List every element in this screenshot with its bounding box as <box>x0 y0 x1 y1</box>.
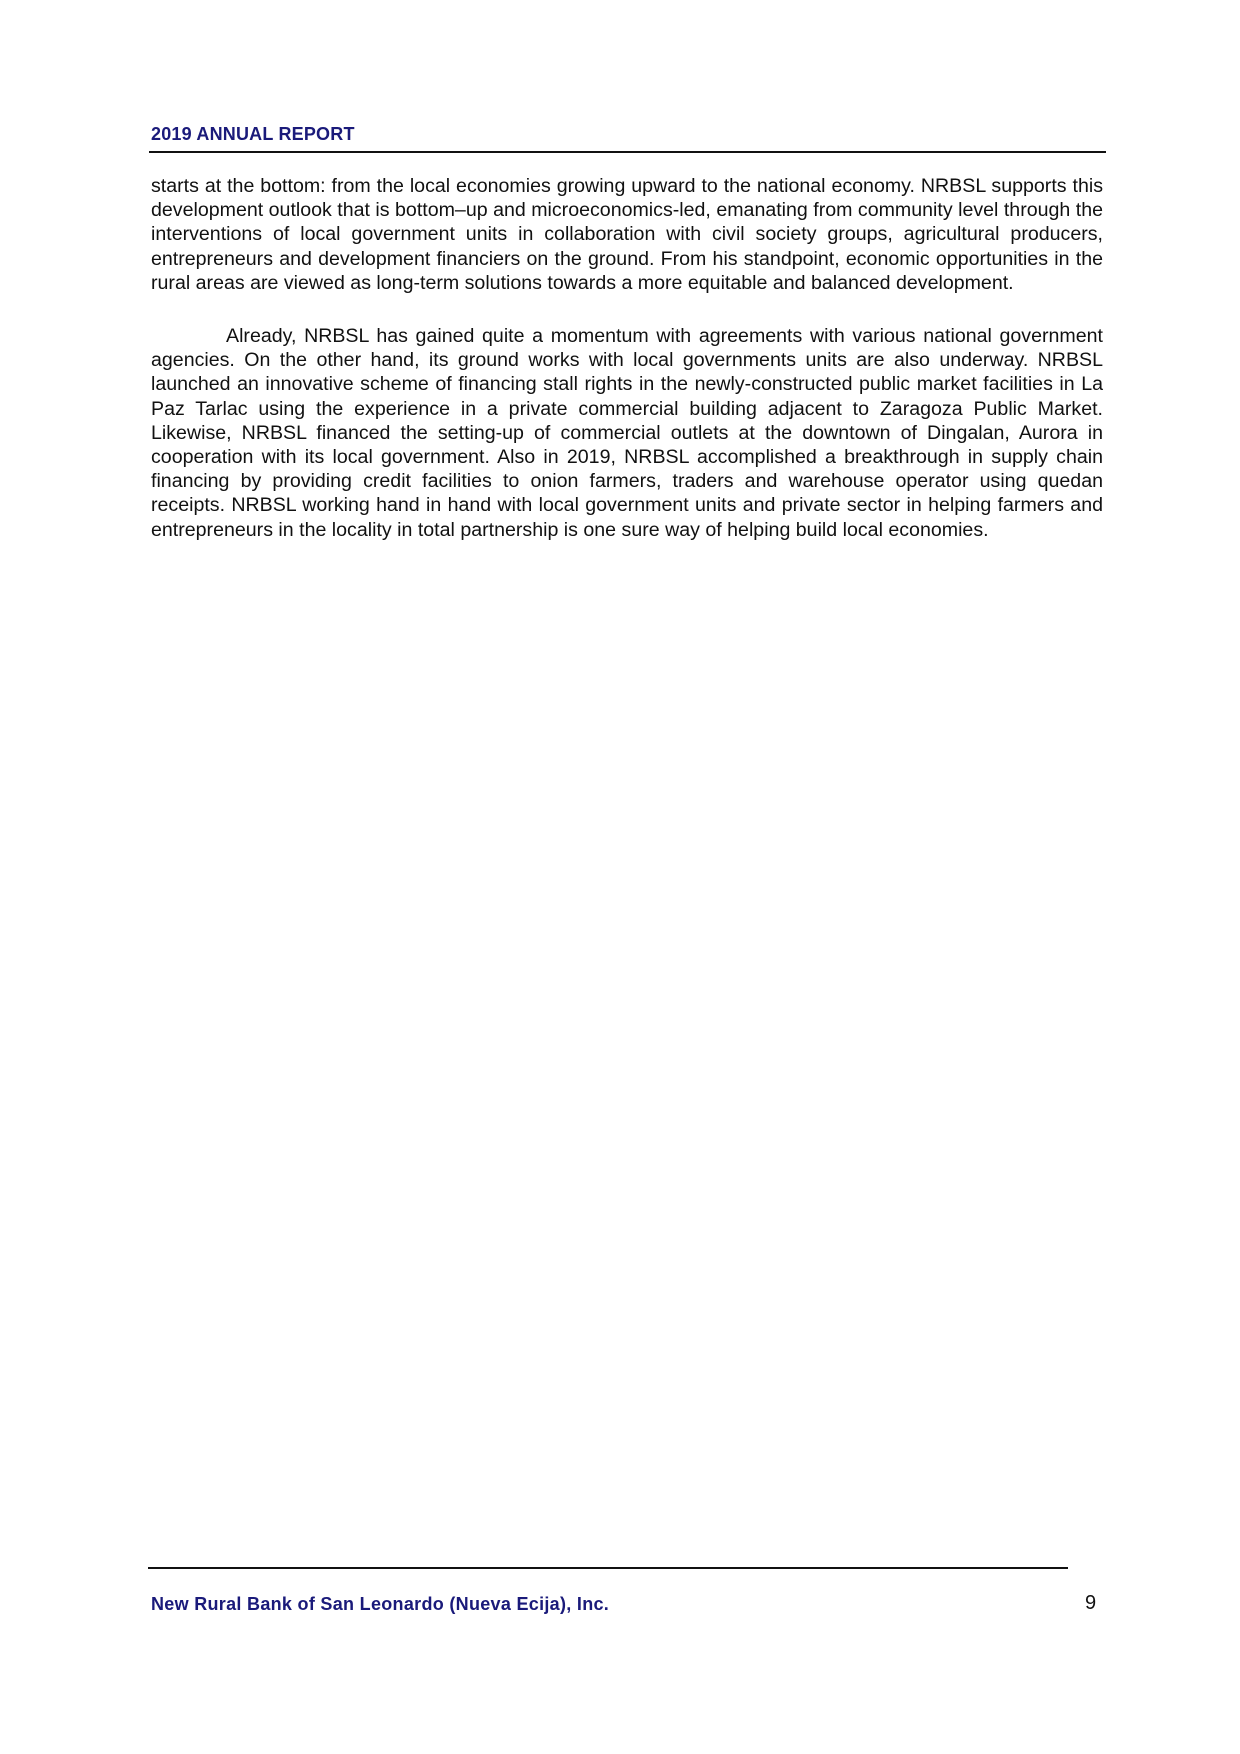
body-text <box>151 174 1103 542</box>
paragraph-1: starts at the bottom: from the local economies growing upward to the national economy. NRBSL supports this development outlook that is bottom–up and microeconomics-led, emanating from community level through the interventions of local government units in collaboration with civil society groups, agricultural producers, entrepreneurs and development financiers on the ground. From his standpoint, economic opportunities in the rural areas are viewed as long-term solutions towards a more equitable and balanced development. <box>151 175 1103 294</box>
footer-divider <box>148 1567 1068 1569</box>
paragraph-2: Already, NRBSL has gained quite a momentum with agreements with various national government agencies. On the other hand, its ground works with local governments units are also underway. NRBSL launched an innovative scheme of financing stall rights in the newly-constructed public market facilities in La Paz Tarlac using the experience in a private commercial building adjacent to Zaragoza Public Market. Likewise, NRBSL financed the setting-up of commercial outlets at the downtown of Dingalan, Aurora in cooperation with its local government. Also in 2019, NRBSL accomplished a breakthrough in supply chain financing by providing credit facilities to onion farmers, traders and warehouse operator using quedan receipts. NRBSL working hand in hand with local government units and private sector in helping farmers and entrepreneurs in the locality in total partnership is one sure way of helping build local economies. <box>151 325 1103 541</box>
report-title: 2019 ANNUAL REPORT <box>151 124 355 144</box>
footer-organization: New Rural Bank of San Leonardo (Nueva Ecija), Inc. <box>151 1594 610 1614</box>
page-number: 9 <box>1085 1592 1097 1614</box>
header-divider <box>149 151 1106 153</box>
